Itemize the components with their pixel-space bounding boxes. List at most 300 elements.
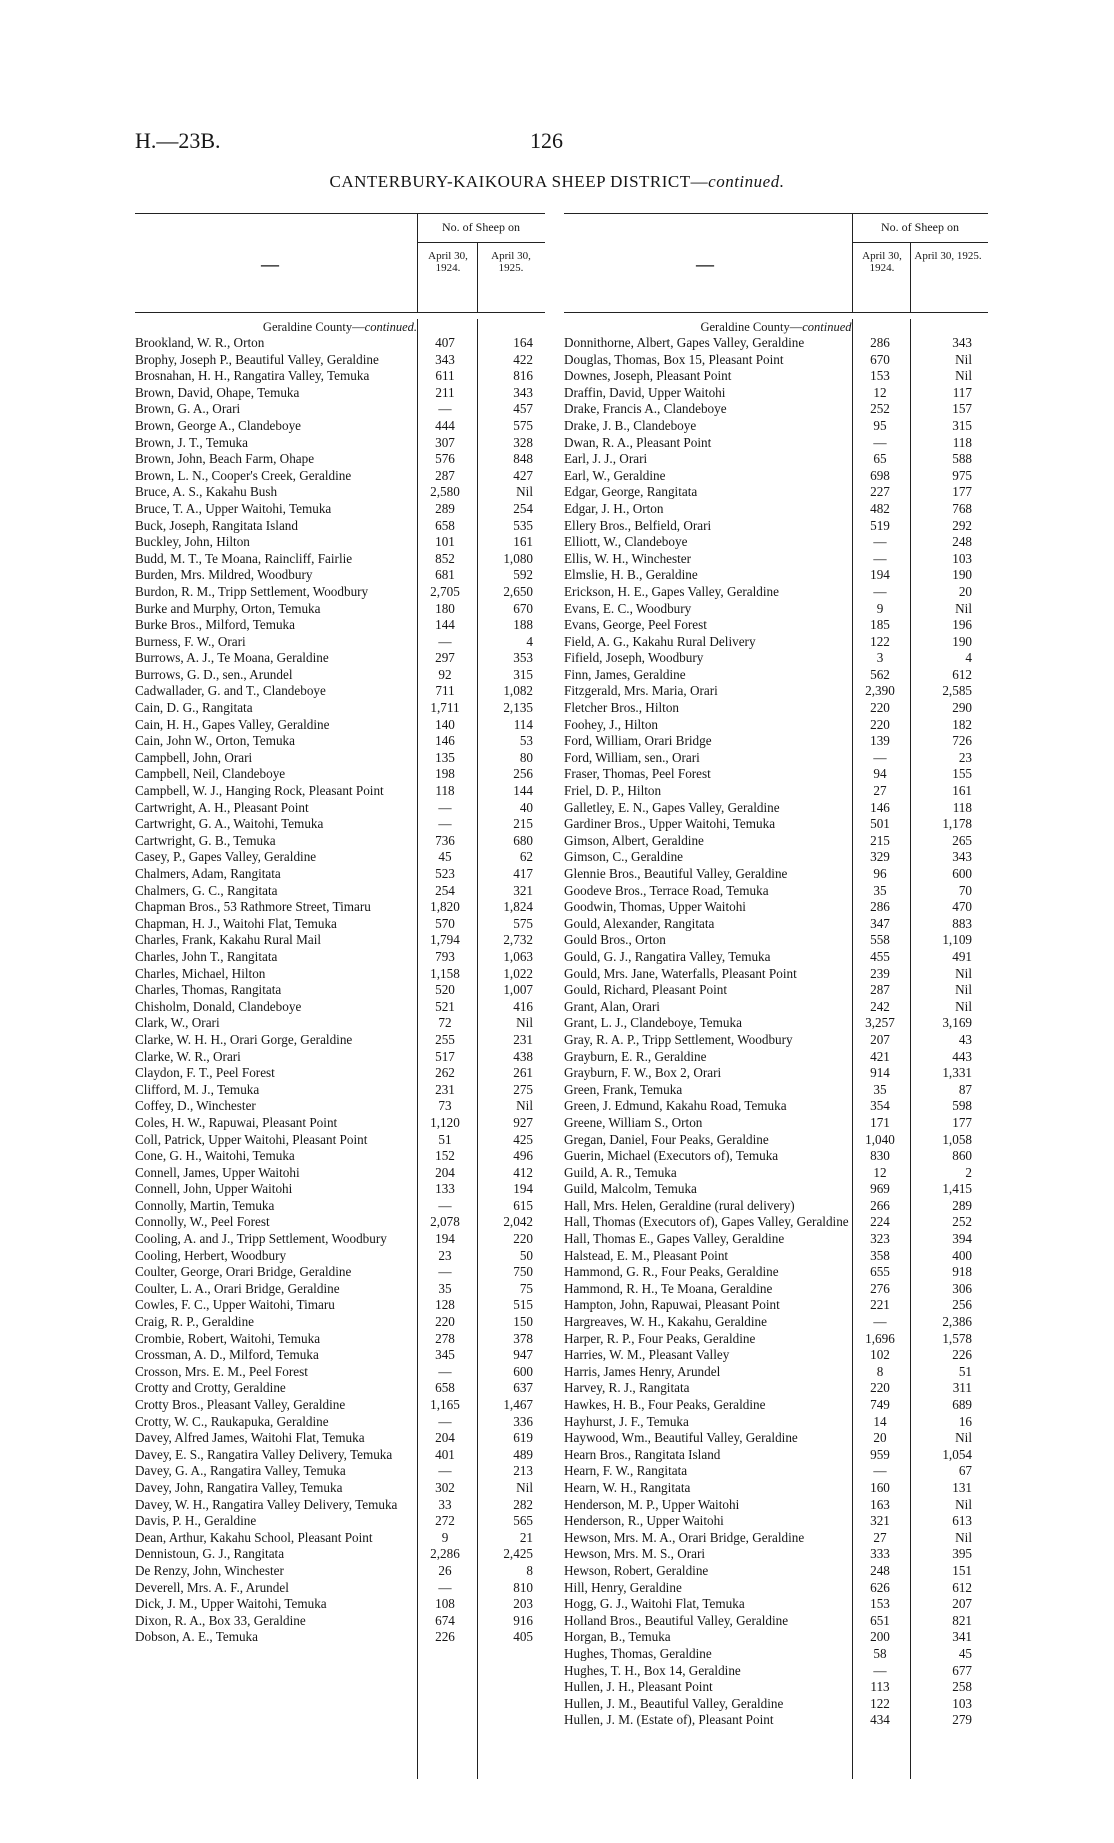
table-row (564, 650, 988, 667)
sheep-1925: 1,331 (942, 1065, 972, 1081)
sheep-1925: Nil (955, 998, 972, 1014)
table-row (564, 634, 988, 651)
table-row (564, 1580, 988, 1597)
sheep-1924: 434 (870, 1712, 890, 1728)
owner-name-address: Gould, Alexander, Rangitata (564, 915, 715, 931)
sheep-1925: 118 (952, 434, 972, 450)
owner-name-address: Cartwright, G. A., Waitohi, Temuka (135, 816, 324, 832)
owner-name-address: Earl, J. J., Orari (564, 451, 648, 467)
sheep-1925: Nil (516, 1015, 533, 1031)
table-row (135, 335, 545, 352)
table-row (564, 1380, 988, 1397)
owner-name-address: Haywood, Wm., Beautiful Valley, Geraldine (564, 1430, 798, 1446)
owner-name-address: Buckley, John, Hilton (135, 534, 250, 550)
sheep-1925: Nil (955, 351, 972, 367)
table-row (135, 683, 545, 700)
owner-name-address: Cowles, F. C., Upper Waitohi, Timaru (135, 1297, 335, 1313)
sheep-1924: 307 (435, 434, 455, 450)
owner-name-address: Hammond, R. H., Te Moana, Geraldine (564, 1280, 773, 1296)
sheep-1925: 1,007 (503, 982, 533, 998)
sheep-1924: 171 (870, 1114, 890, 1130)
sheep-1924: 35 (873, 1081, 887, 1097)
table-row (135, 1297, 545, 1314)
sheep-1925: 515 (513, 1297, 533, 1313)
sheep-1924: 33 (438, 1496, 452, 1512)
table-row (564, 1297, 988, 1314)
sheep-1925: Nil (955, 965, 972, 981)
owner-name-address: Grayburn, E. R., Geraldine (564, 1048, 707, 1064)
owner-name-address: Dixon, R. A., Box 33, Geraldine (135, 1612, 306, 1628)
owner-name-address: Hawkes, H. B., Four Peaks, Geraldine (564, 1397, 766, 1412)
sheep-1925: 289 (952, 1197, 972, 1213)
table-row (564, 418, 988, 435)
sheep-1924: 96 (873, 866, 887, 881)
sheep-1924: — (438, 1463, 452, 1479)
sheep-1925: 103 (952, 1695, 972, 1711)
owner-name-address: Drake, J. B., Clandeboye (564, 417, 697, 433)
sheep-1925: 2,650 (503, 583, 533, 599)
table-row (564, 551, 988, 568)
table-row (564, 601, 988, 618)
sheep-1924: — (873, 434, 887, 450)
sheep-1925: 321 (513, 882, 533, 898)
sheep-1924: 204 (435, 1164, 455, 1180)
owner-name-address: Hewson, Robert, Geraldine (564, 1562, 709, 1578)
sheep-1924: 255 (435, 1031, 455, 1047)
owner-name-address: Cartwright, A. H., Pleasant Point (135, 799, 309, 815)
sheep-1924: 220 (870, 716, 890, 732)
table-row (135, 484, 545, 501)
owner-name-address: Davis, P. H., Geraldine (135, 1513, 257, 1529)
table-row (564, 833, 988, 850)
sheep-1925: 252 (952, 1214, 972, 1230)
owner-name-address: Fitzgerald, Mrs. Maria, Orari (564, 683, 718, 699)
owner-name-address: Brown, G. A., Orari (135, 401, 241, 417)
sheep-1925: 613 (952, 1513, 972, 1529)
sheep-1925: 118 (952, 799, 972, 815)
sheep-table-left (135, 213, 545, 1646)
sheep-1925: Nil (955, 1430, 972, 1446)
sheep-1925: 412 (513, 1164, 533, 1180)
owner-name-address: Dobson, A. E., Temuka (135, 1629, 259, 1645)
table-row (135, 1331, 545, 1348)
owner-name-address: Gardiner Bros., Upper Waitohi, Temuka (564, 816, 776, 832)
sheep-1925: 258 (952, 1679, 972, 1695)
table-row (135, 617, 545, 634)
sheep-1925: 395 (952, 1546, 972, 1562)
table-row (135, 966, 545, 983)
sheep-1924: 194 (870, 567, 890, 583)
table-row (135, 1546, 545, 1563)
sheep-1925: 489 (513, 1446, 533, 1462)
owner-name-address: Campbell, John, Orari (135, 749, 253, 765)
table-row (564, 1563, 988, 1580)
sheep-1924: 523 (435, 866, 455, 881)
sheep-1924: — (873, 534, 887, 550)
owner-name-address: Downes, Joseph, Pleasant Point (564, 368, 732, 384)
table-row (135, 800, 545, 817)
table-row (135, 1314, 545, 1331)
table-row (135, 667, 545, 684)
sheep-1924: 215 (870, 832, 890, 848)
table-row (564, 717, 988, 734)
owner-name-address: Edgar, George, Rangitata (564, 484, 698, 500)
owner-name-address: Burke Bros., Milford, Temuka (135, 617, 295, 633)
sheep-1925: 438 (513, 1048, 533, 1064)
owner-name-address: Harvey, R. J., Rangitata (564, 1380, 690, 1396)
sheep-1924: 302 (435, 1479, 455, 1495)
sheep-1924: 163 (870, 1496, 890, 1512)
sheep-1925: 8 (526, 1562, 533, 1578)
table-row (564, 849, 988, 866)
sheep-1924: 198 (435, 766, 455, 782)
sheep-1925: 592 (513, 567, 533, 583)
owner-name-address: Charles, Thomas, Rangitata (135, 982, 282, 998)
sheep-1924: 321 (870, 1513, 890, 1529)
owner-name-address: Hearn, F. W., Rangitata (564, 1463, 688, 1479)
sheep-1924: 146 (870, 799, 890, 815)
sheep-1924: 651 (870, 1612, 890, 1628)
table-row (564, 1098, 988, 1115)
owner-name-address: Elmslie, H. B., Geraldine (564, 567, 698, 583)
table-row (135, 1380, 545, 1397)
sheep-1925: 975 (952, 467, 972, 483)
sheep-1925: 190 (952, 633, 972, 649)
sheep-1924: 20 (873, 1430, 887, 1446)
sheep-1925: Nil (516, 1479, 533, 1495)
sheep-1925: 231 (513, 1031, 533, 1047)
sheep-1924: 969 (870, 1181, 890, 1197)
table-row (564, 1032, 988, 1049)
table-row (135, 833, 545, 850)
table-row (135, 650, 545, 667)
owner-name-address: Burness, F. W., Orari (135, 633, 246, 649)
sheep-1925: 20 (958, 583, 972, 599)
table-row (135, 982, 545, 999)
owner-name-address: Coulter, L. A., Orari Bridge, Geraldine (135, 1280, 340, 1296)
sheep-1925: 2,386 (942, 1314, 972, 1330)
table-row (564, 1596, 988, 1613)
sheep-1925: 23 (958, 749, 972, 765)
column-1925: April 30, 1925. (914, 250, 982, 262)
sheep-1924: 793 (435, 948, 455, 964)
owner-name-address: Connell, James, Upper Waitohi (135, 1164, 300, 1180)
table-row (135, 1098, 545, 1115)
table-row (135, 999, 545, 1016)
owner-name-address: Cooling, Herbert, Woodbury (135, 1247, 287, 1263)
owner-name-address: Chapman, H. J., Waitohi Flat, Temuka (135, 915, 337, 931)
sheep-1925: 1,578 (942, 1330, 972, 1346)
sheep-1925: 67 (958, 1463, 972, 1479)
sheep-1925: 2,732 (503, 932, 533, 948)
sheep-1924: 852 (435, 550, 455, 566)
owner-name-address: Dennistoun, G. J., Rangitata (135, 1546, 285, 1562)
sheep-1924: 2,580 (430, 484, 460, 500)
owner-name-address: Goodeve Bros., Terrace Road, Temuka (564, 882, 769, 898)
owner-name-address: Foohey, J., Hilton (564, 716, 659, 732)
table-row (135, 451, 545, 468)
sheep-1924: 224 (870, 1214, 890, 1230)
table-header (564, 213, 988, 313)
table-row (564, 1082, 988, 1099)
sheep-1925: 144 (513, 783, 533, 799)
owner-name-address: Burke and Murphy, Orton, Temuka (135, 600, 321, 616)
owner-name-address: Hullen, J. H., Pleasant Point (564, 1679, 713, 1695)
sheep-1924: 133 (435, 1181, 455, 1197)
table-row (135, 1115, 545, 1132)
owner-name-address: Brown, David, Ohape, Temuka (135, 384, 300, 400)
owner-name-address: Buck, Joseph, Rangitata Island (135, 517, 298, 533)
sheep-1925: 75 (519, 1280, 533, 1296)
owner-name-address: Cain, H. H., Gapes Valley, Geraldine (135, 716, 330, 732)
table-row (564, 1679, 988, 1696)
sheep-1924: 698 (870, 467, 890, 483)
sheep-1924: 611 (435, 368, 455, 384)
table-row (135, 949, 545, 966)
sheep-1925: 1,467 (503, 1397, 533, 1412)
sheep-1924: 14 (873, 1413, 887, 1429)
table-row (135, 418, 545, 435)
sheep-1924: 1,040 (865, 1131, 895, 1147)
table-row (564, 1049, 988, 1066)
table-row (135, 1032, 545, 1049)
table-row (135, 551, 545, 568)
owner-name-address: Gregan, Daniel, Four Peaks, Geraldine (564, 1131, 769, 1147)
owner-name-address: Harper, R. P., Four Peaks, Geraldine (564, 1330, 756, 1346)
sheep-1925: 336 (513, 1413, 533, 1429)
table-row (564, 733, 988, 750)
sheep-1925: 40 (519, 799, 533, 815)
sheep-1925: 87 (958, 1081, 972, 1097)
sheep-1925: 328 (513, 434, 533, 450)
sheep-1924: — (438, 1197, 452, 1213)
table-row (135, 1430, 545, 1447)
table-row (135, 750, 545, 767)
sheep-1925: 190 (952, 567, 972, 583)
owner-name-address: Hogg, G. J., Waitohi Flat, Temuka (564, 1596, 745, 1612)
owner-name-address: Bruce, T. A., Upper Waitohi, Temuka (135, 500, 332, 516)
sheep-1925: 117 (952, 384, 972, 400)
sheep-1924: 242 (870, 998, 890, 1014)
table-row (564, 1132, 988, 1149)
title-suffix: continued. (708, 172, 785, 191)
table-row (135, 1264, 545, 1281)
owner-name-address: Craig, R. P., Geraldine (135, 1314, 255, 1330)
sheep-1925: 400 (952, 1247, 972, 1263)
table-row (135, 1347, 545, 1364)
sheep-1924: 520 (435, 982, 455, 998)
table-row (135, 352, 545, 369)
sheep-1925: 164 (513, 335, 533, 350)
owner-name-address: Claydon, F. T., Peel Forest (135, 1065, 275, 1081)
sheep-1925: 16 (958, 1413, 972, 1429)
sheep-1924: 27 (873, 783, 887, 799)
owner-name-address: Hughes, Thomas, Geraldine (564, 1645, 712, 1661)
table-row (564, 700, 988, 717)
table-row (135, 1629, 545, 1646)
table-row (135, 1613, 545, 1630)
table-row (135, 368, 545, 385)
owner-name-address: Gimson, Albert, Geraldine (564, 832, 704, 848)
table-row (564, 800, 988, 817)
sheep-1924: — (438, 1579, 452, 1595)
owner-name-address: Davey, E. S., Rangatira Valley Delivery, Temuka (135, 1446, 393, 1462)
owner-name-address: Henderson, R., Upper Waitohi (564, 1513, 724, 1529)
sheep-1924: 297 (435, 650, 455, 666)
table-row (135, 849, 545, 866)
sheep-1924: 9 (441, 1529, 449, 1545)
sheep-1924: 519 (870, 517, 890, 533)
sheep-1925: 680 (513, 832, 533, 848)
sheep-1924: 1,794 (430, 932, 460, 948)
sheep-1925: 615 (513, 1197, 533, 1213)
sheep-1925: 4 (526, 633, 533, 649)
table-row (564, 435, 988, 452)
owner-name-address: Brosnahan, H. H., Rangatira Valley, Temuka (135, 368, 370, 384)
sheep-1924: 570 (435, 915, 455, 931)
table-row (564, 1181, 988, 1198)
owner-name-address: Davey, Alfred James, Waitohi Flat, Temuka (135, 1430, 365, 1446)
sheep-1925: 1,058 (942, 1131, 972, 1147)
sheep-1925: 51 (958, 1363, 972, 1379)
sheep-1924: 220 (870, 700, 890, 716)
sheep-1925: 2,425 (503, 1546, 533, 1562)
sheep-1925: 670 (513, 600, 533, 616)
table-row (564, 1148, 988, 1165)
sheep-1925: 62 (519, 849, 533, 865)
sheep-1925: 188 (513, 617, 533, 633)
table-row (135, 601, 545, 618)
owner-name-address: Ellery Bros., Belfield, Orari (564, 517, 712, 533)
sheep-1925: 215 (513, 816, 533, 832)
sheep-1925: 53 (519, 733, 533, 749)
name-column-header: — (261, 254, 279, 274)
table-row (564, 501, 988, 518)
sheep-1924: 146 (435, 733, 455, 749)
sheep-1924: 674 (435, 1612, 455, 1628)
sheep-1924: — (438, 1363, 452, 1379)
sheep-1924: 23 (438, 1247, 452, 1263)
owner-name-address: Clarke, W. R., Orari (135, 1048, 241, 1064)
sheep-1925: 637 (513, 1380, 533, 1396)
owner-name-address: Charles, Michael, Hilton (135, 965, 266, 981)
sheep-1925: 947 (513, 1347, 533, 1363)
sheep-1925: 821 (952, 1612, 972, 1628)
sheep-1924: 482 (870, 500, 890, 516)
owner-name-address: Coffey, D., Winchester (135, 1098, 256, 1114)
owner-name-address: Ellis, W. H., Winchester (564, 550, 692, 566)
sheep-1924: 254 (435, 882, 455, 898)
sheep-1924: 262 (435, 1065, 455, 1081)
owner-name-address: Davey, G. A., Rangatira Valley, Temuka (135, 1463, 346, 1479)
sheep-1924: 655 (870, 1264, 890, 1280)
table-row (135, 1513, 545, 1530)
sheep-1925: 306 (952, 1280, 972, 1296)
sheep-1925: 343 (952, 335, 972, 350)
table-row (135, 1065, 545, 1082)
owner-name-address: Brophy, Joseph P., Beautiful Valley, Geraldine (135, 351, 379, 367)
sheep-1924: 220 (870, 1380, 890, 1396)
table-row (564, 1347, 988, 1364)
owner-name-address: Connolly, Martin, Temuka (135, 1197, 275, 1213)
table-row (135, 1148, 545, 1165)
owner-name-address: Brown, J. T., Temuka (135, 434, 248, 450)
table-row (564, 966, 988, 983)
sheep-1924: 226 (435, 1629, 455, 1645)
sheep-1924: 122 (870, 1695, 890, 1711)
sheep-1925: Nil (955, 368, 972, 384)
table-row (135, 1231, 545, 1248)
table-row (564, 1530, 988, 1547)
table-row (135, 1364, 545, 1381)
sheep-1925: 103 (952, 550, 972, 566)
table-row (135, 1281, 545, 1298)
sheep-1924: 286 (870, 335, 890, 350)
sheep-1924: 122 (870, 633, 890, 649)
table-row (135, 866, 545, 883)
sheep-1925: 155 (952, 766, 972, 782)
sheep-1924: 58 (873, 1645, 887, 1661)
table-header (135, 213, 545, 313)
sheep-1924: 959 (870, 1446, 890, 1462)
table-row (564, 783, 988, 800)
owner-name-address: Horgan, B., Temuka (564, 1629, 671, 1645)
table-row (564, 899, 988, 916)
table-row (135, 700, 545, 717)
sheep-1924: 207 (870, 1031, 890, 1047)
sheep-1924: 220 (435, 1314, 455, 1330)
owner-name-address: Hall, Mrs. Helen, Geraldine (rural delivery) (564, 1197, 795, 1213)
owner-name-address: Glennie Bros., Beautiful Valley, Geraldine (564, 866, 788, 881)
table-row (564, 335, 988, 352)
sheep-1924: 8 (876, 1363, 884, 1379)
owner-name-address: Deverell, Mrs. A. F., Arundel (135, 1579, 289, 1595)
owner-name-address: Drake, Francis A., Clandeboye (564, 401, 727, 417)
table-row (135, 733, 545, 750)
sheep-1924: 736 (435, 832, 455, 848)
sheep-1924: 401 (435, 1446, 455, 1462)
owner-name-address: Hargreaves, W. H., Kakahu, Geraldine (564, 1314, 767, 1330)
sheep-1924: 139 (870, 733, 890, 749)
sheep-1925: 927 (513, 1114, 533, 1130)
sheep-1924: 711 (435, 683, 455, 699)
sheep-1925: 279 (952, 1712, 972, 1728)
table-row (135, 1530, 545, 1547)
table-row (564, 1480, 988, 1497)
sheep-1925: Nil (955, 1496, 972, 1512)
owner-name-address: Gould, Mrs. Jane, Waterfalls, Pleasant Point (564, 965, 797, 981)
sheep-1925: Nil (955, 600, 972, 616)
table-row (135, 1480, 545, 1497)
owner-name-address: Hayhurst, J. F., Temuka (564, 1413, 689, 1429)
sheep-1924: 35 (438, 1280, 452, 1296)
sheep-1925: 177 (952, 484, 972, 500)
owner-name-address: Grayburn, F. W., Box 2, Orari (564, 1065, 722, 1081)
sheep-1924: 221 (870, 1297, 890, 1313)
table-row (135, 1248, 545, 1265)
owner-name-address: Charles, John T., Rangitata (135, 948, 278, 964)
owner-name-address: Brown, George A., Clandeboye (135, 417, 302, 433)
table-row (564, 352, 988, 369)
sheep-1924: 272 (435, 1513, 455, 1529)
table-row (564, 816, 988, 833)
table-row (135, 1015, 545, 1032)
table-row (135, 518, 545, 535)
owner-name-address: Harris, James Henry, Arundel (564, 1363, 721, 1379)
sheep-1924: — (873, 1463, 887, 1479)
owner-name-address: Guild, Malcolm, Temuka (564, 1181, 697, 1197)
owner-name-address: Hammond, G. R., Four Peaks, Geraldine (564, 1264, 779, 1280)
